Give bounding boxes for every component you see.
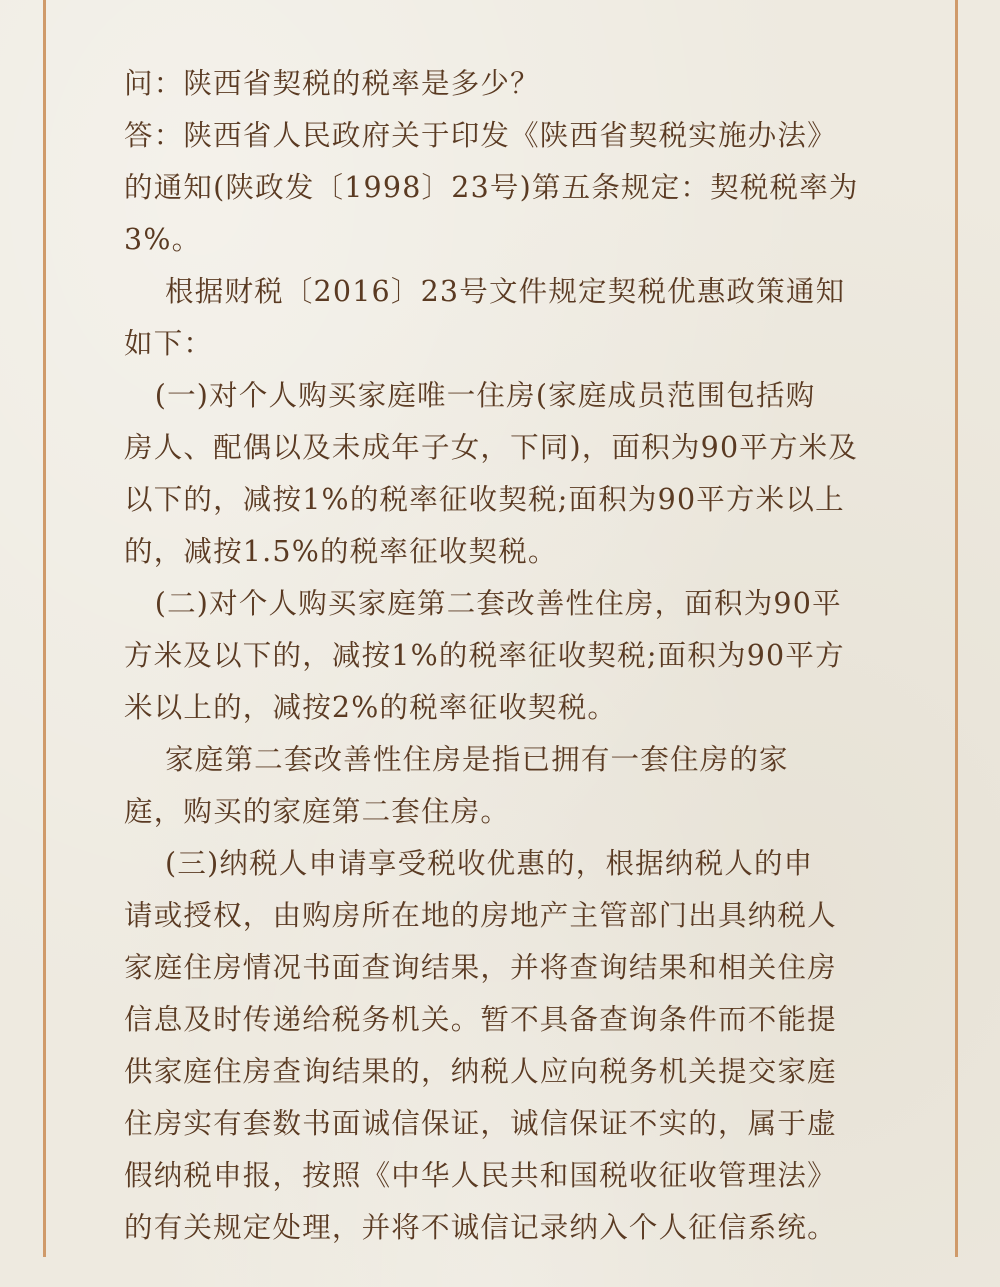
document-body — [124, 58, 884, 1254]
text-line: 庭，购买的家庭第二套住房。 — [124, 795, 511, 828]
text-line: 房人、配偶以及未成年子女，下同)，面积为90平方米及 — [124, 431, 859, 464]
right-border-line — [955, 0, 958, 1257]
text-line: 方米及以下的，减按1%的税率征收契税;面积为90平方 — [124, 639, 845, 672]
text-line: (一)对个人购买家庭唯一住房(家庭成员范围包括购 — [124, 379, 816, 412]
text-line: 米以上的，减按2%的税率征收契税。 — [124, 691, 618, 724]
text-line: 的，减按1.5%的税率征收契税。 — [124, 535, 558, 568]
text-line: 3%。 — [124, 223, 202, 256]
text-line: 家庭第二套改善性住房是指已拥有一套住房的家 — [124, 743, 789, 776]
text-line: 的有关规定处理，并将不诚信记录纳入个人征信系统。 — [124, 1211, 837, 1244]
left-border-line — [43, 0, 46, 1257]
text-line: (二)对个人购买家庭第二套改善性住房，面积为90平 — [124, 587, 842, 620]
text-line: 以下的，减按1%的税率征收契税;面积为90平方米以上 — [124, 483, 845, 516]
text-line: 如下： — [124, 327, 214, 360]
text-line: 家庭住房情况书面查询结果，并将查询结果和相关住房 — [124, 951, 837, 984]
text-line: 请或授权，由购房所在地的房地产主管部门出具纳税人 — [124, 899, 837, 932]
text-line: 的通知(陕政发〔1998〕23号)第五条规定：契税税率为 — [124, 171, 859, 204]
text-line: 答：陕西省人民政府关于印发《陕西省契税实施办法》 — [124, 119, 837, 152]
text-line: 假纳税申报，按照《中华人民共和国税收征收管理法》 — [124, 1159, 837, 1192]
text-line: (三)纳税人申请享受税收优惠的，根据纳税人的申 — [124, 847, 814, 880]
text-line: 根据财税〔2016〕23号文件规定契税优惠政策通知 — [124, 275, 846, 308]
text-line: 问：陕西省契税的税率是多少？ — [124, 67, 540, 100]
text-line: 住房实有套数书面诚信保证，诚信保证不实的，属于虚 — [124, 1107, 837, 1140]
text-line: 供家庭住房查询结果的，纳税人应向税务机关提交家庭 — [124, 1055, 837, 1088]
text-line: 信息及时传递给税务机关。暂不具备查询条件而不能提 — [124, 1003, 837, 1036]
